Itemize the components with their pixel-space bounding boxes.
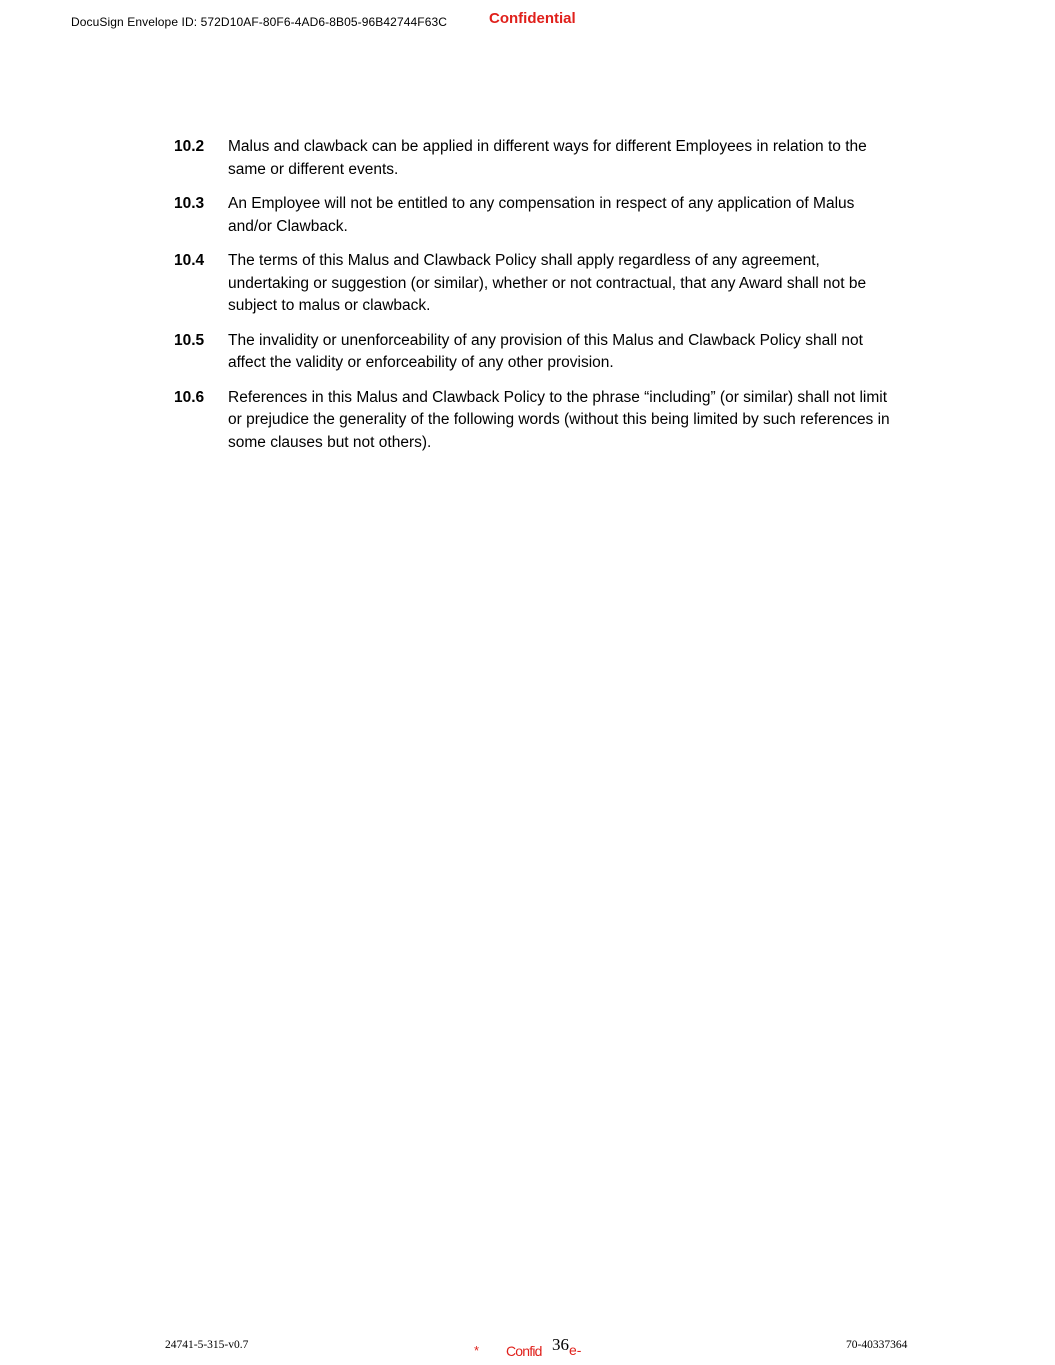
footer-doc-ref: 24741-5-315-v0.7 [165, 1339, 249, 1351]
clause-10-2 [174, 136, 894, 181]
clause-number: 10.3 [174, 195, 205, 212]
footer-confidential-stamp: Confid [506, 1343, 542, 1359]
confidential-label: Confidential [489, 10, 576, 27]
clause-text: Malus and clawback can be applied in different ways for different Employees in relation to the same or different events. [228, 138, 867, 178]
page-number: 36 [552, 1335, 569, 1354]
clause-10-4 [174, 250, 894, 318]
footer-confidential-stamp-tail: e- [569, 1342, 582, 1358]
footer-matter-number: 70-40337364 [846, 1339, 908, 1351]
clause-text: References in this Malus and Clawback Policy to the phrase “including” (or similar) shall not limit or prejudice the generality of the following words (without this being limited by such references in some clauses but not others). [228, 388, 890, 451]
envelope-id: DocuSign Envelope ID: 572D10AF-80F6-4AD6-8B05-96B42744F63C [71, 15, 448, 29]
clause-10-5 [174, 330, 894, 375]
footer-star: * [474, 1343, 480, 1358]
clause-list [174, 136, 894, 466]
clause-text: An Employee will not be entitled to any compensation in respect of any application of Malus and/or Clawback. [228, 195, 855, 235]
clause-number: 10.6 [174, 388, 205, 406]
clause-text: The invalidity or unenforceability of any provision of this Malus and Clawback Policy shall not affect the validity or enforceability of any other provision. [228, 331, 863, 371]
clause-text: The terms of this Malus and Clawback Policy shall apply regardless of any agreement, undertaking or suggestion (or similar), whether or not contractual, that any Award shall not be subject to malus or clawback. [228, 252, 867, 314]
clause-number: 10.2 [174, 138, 205, 155]
clause-10-3 [174, 193, 894, 238]
clause-10-6 [174, 387, 894, 455]
clause-number: 10.4 [174, 252, 205, 269]
clause-number: 10.5 [174, 331, 205, 349]
